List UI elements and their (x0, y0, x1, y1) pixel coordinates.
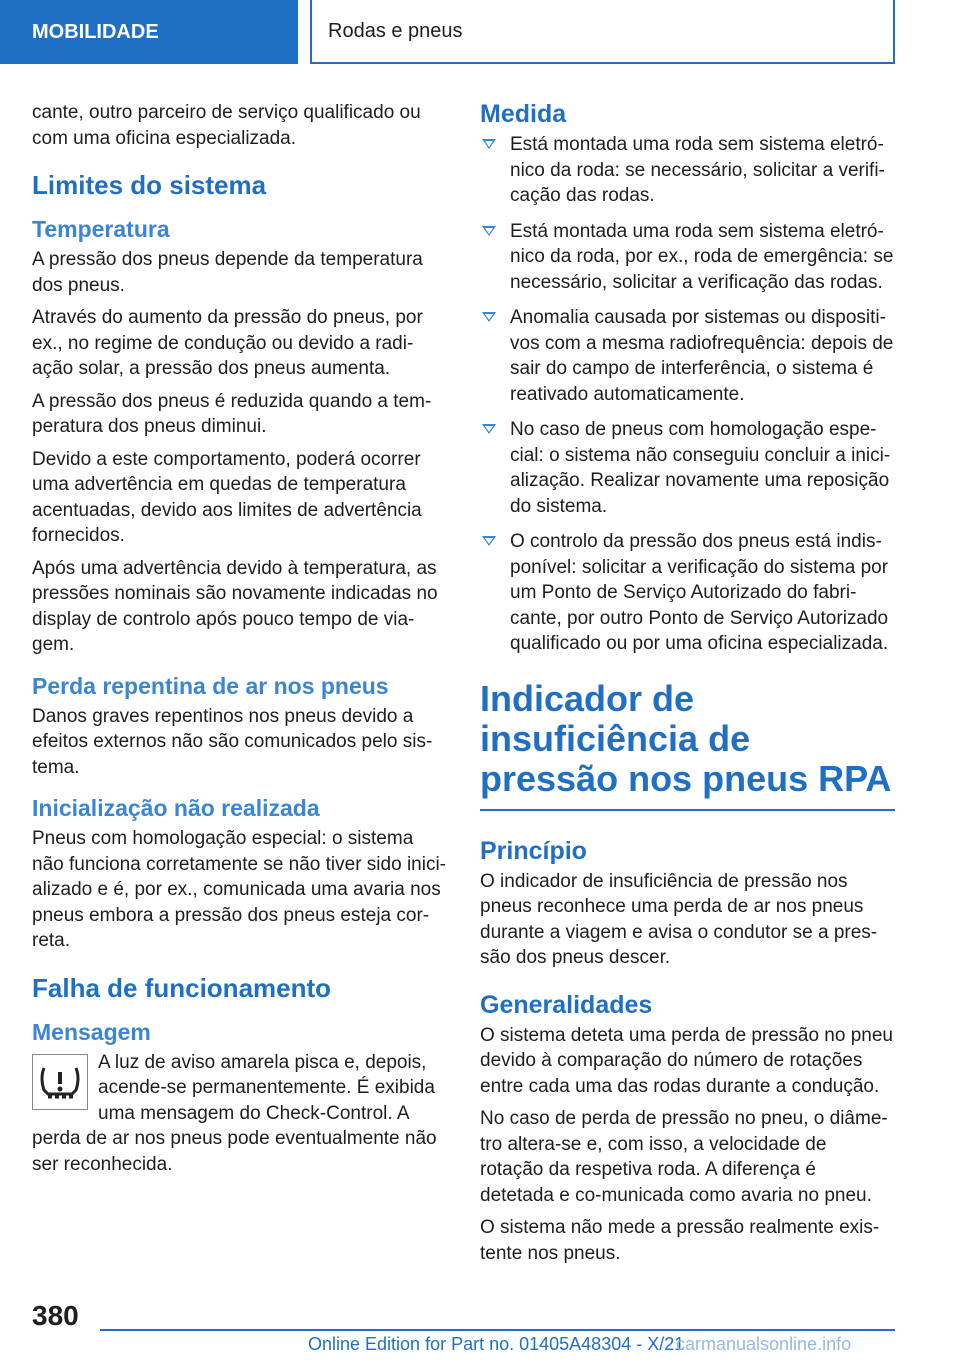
heading-initialization: Inicialização não realizada (32, 795, 320, 821)
paragraph: O sistema não mede a pressão realmente exis-tente nos pneus. (480, 1217, 880, 1264)
paragraph: Através do aumento da pressão do pneus, por ex., no regime de condução ou devido a radi-ação solar, a pressão dos pneus aumenta. (32, 307, 423, 379)
heading-message: Mensagem (32, 1018, 151, 1045)
triangle-bullet-icon (482, 312, 496, 322)
triangle-bullet-icon (482, 139, 496, 149)
heading-sudden-loss: Perda repentina de ar nos pneus (32, 672, 389, 699)
chapter-title: Rodas e pneus (328, 19, 463, 42)
footer-watermark[interactable]: carmanualsonline.info (676, 1334, 852, 1354)
footer-edition: Online Edition for Part no. 01405A48304 - X/21 (308, 1334, 685, 1354)
paragraph: A pressão dos pneus depende da temperatura dos pneus. (32, 249, 423, 296)
paragraph: O sistema deteta uma perda de pressão no pneu devido à comparação do número de rotações entre cada uma das rodas durante a condução. (480, 1024, 893, 1097)
heading-principle: Princípio (480, 836, 587, 865)
paragraph: A pressão dos pneus é reduzida quando a tem-peratura dos pneus diminui. (32, 390, 432, 437)
list-item: Está montada uma roda sem sistema eletró-nico da roda, por ex., roda de emergência: se necessário, solicitar a verificação das rodas. (480, 219, 895, 296)
measure-list (480, 132, 895, 657)
list-item: Está montada uma roda sem sistema eletró-nico da roda: se necessário, solicitar a verifi-cação das rodas. (480, 132, 895, 209)
paragraph: Devido a este comportamento, poderá ocorrer uma advertência em quedas de temperatura acentuadas, devido aos limites de advertência fornecidos. (32, 448, 422, 546)
paragraph: Danos graves repentinos nos pneus devido a efeitos externos não são comunicados pelo sis-tema. (32, 705, 433, 778)
triangle-bullet-icon (482, 226, 496, 236)
list-item: Anomalia causada por sistemas ou dispositi-vos com a mesma radiofrequência: depois de sair do campo de interferência, o sistema é reativado automaticamente. (480, 305, 895, 407)
heading-malfunction: Falha de funcionamento (32, 972, 332, 1003)
paragraph: O indicador de insuficiência de pressão nos pneus reconhece uma perda de ar nos pneus durante a viagem e avisa o condutor se a pres-são dos pneus descer. (480, 870, 878, 968)
intro-paragraph: cante, outro parceiro de serviço qualificado ou com uma oficina especializada. (32, 102, 421, 149)
section-title: MOBILIDADE (32, 20, 159, 43)
heading-measure: Medida (480, 100, 567, 128)
message-block (32, 1050, 447, 1178)
page-number: 380 (32, 1300, 79, 1331)
heading-temperature: Temperatura (32, 216, 170, 242)
triangle-bullet-icon (482, 424, 496, 434)
triangle-bullet-icon (482, 536, 496, 546)
paragraph: Pneus com homologação especial: o sistema não funciona corretamente se não tiver sido inici-alizado e é, por ex., comunicada uma avaria nos pneus embora a pressão dos pneus esteja cor-reta. (32, 828, 447, 951)
footer-divider (100, 1329, 895, 1331)
left-column (32, 100, 447, 1184)
paragraph: Após uma advertência devido à temperatura, as pressões nominais são novamente indicadas no display de controlo após pouco tempo de via-gem. (32, 557, 438, 655)
chapter-header (310, 0, 895, 64)
list-item: O controlo da pressão dos pneus está indis-ponível: solicitar a verificação do sistema por um Ponto de Serviço Autorizado do fabri-cante, por outro Ponto de Serviço Autorizado qualificado ou por uma oficina especializada. (480, 529, 895, 657)
paragraph: A luz de aviso amarela pisca e, depois, acende-se permanentemente. É exibida uma mensagem do Check-Control. A perda de ar nos pneus pode eventualmente não ser reconhecida. (32, 1051, 437, 1175)
heading-system-limits: Limites do sistema (32, 170, 267, 200)
right-column (480, 100, 895, 1273)
paragraph: No caso de perda de pressão no pneu, o diâme-tro altera-se e, com isso, a velocidade de rotação da respetiva roda. A diferença é detetada e co-municada como avaria no pneu. (480, 1108, 888, 1206)
list-item: No caso de pneus com homologação espe-cial: o sistema não conseguiu concluir a inici-alização. Realizar novamente uma reposição do sistema. (480, 417, 895, 519)
tire-pressure-warning-icon (32, 1054, 88, 1110)
heading-general: Generalidades (480, 990, 653, 1019)
section-tab[interactable] (0, 0, 298, 64)
heading-rpa: Indicador de insuficiência de pressão nos pneus RPA (480, 679, 895, 811)
